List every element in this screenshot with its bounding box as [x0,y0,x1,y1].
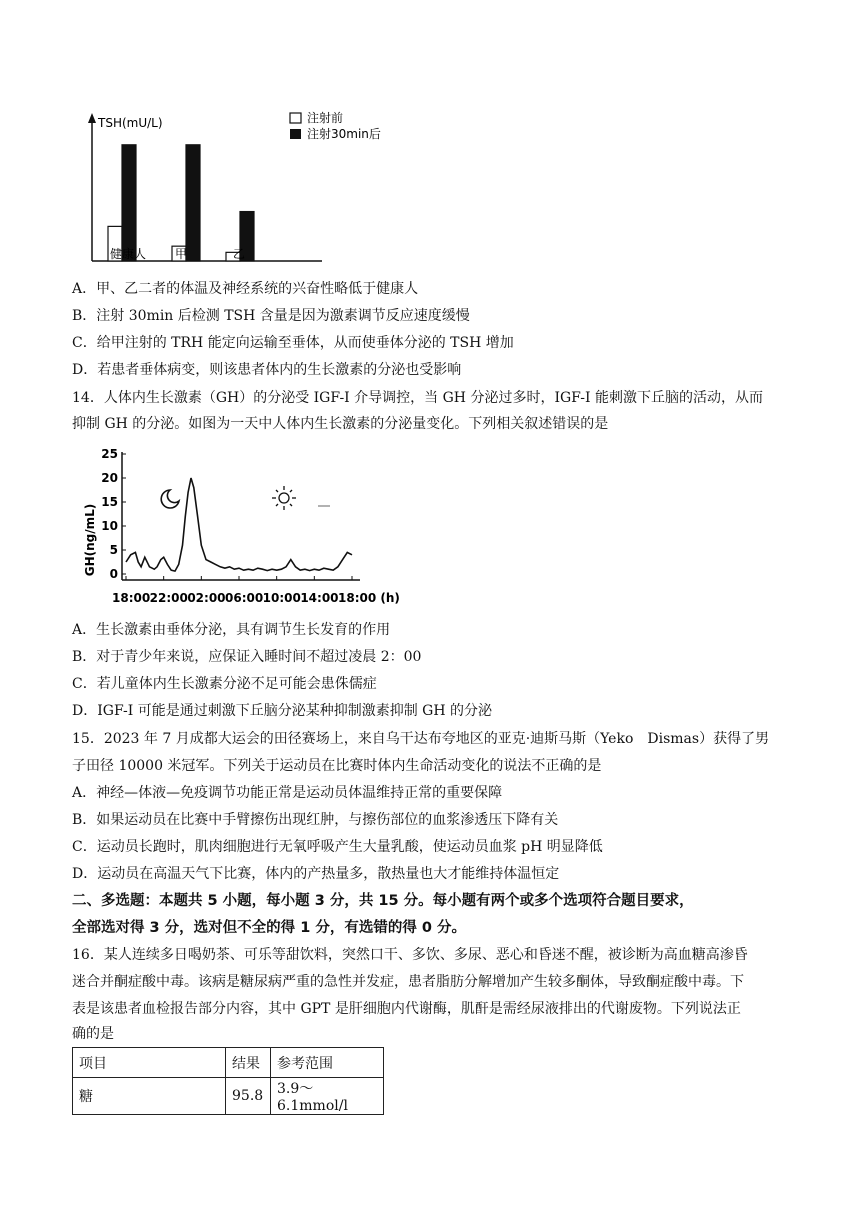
q15-option-a: A．神经—体液—免疫调节功能正常是运动员体温维持正常的重要保障 [72,785,503,801]
x-tick-label: 02:00 [187,591,226,605]
legend-swatch-before [290,113,301,123]
q13-option-d: D．若患者垂体病变，则该患者体内的生长激素的分泌也受影响 [72,362,462,378]
gh-series-line [126,478,352,571]
q13-option-a: A．甲、乙二者的体温及神经系统的兴奋性略低于健康人 [72,281,419,297]
table-cell: 糖 [73,1078,226,1115]
table-cell: 3.9～6.1mmol/l [271,1078,384,1115]
q14-option-a: A．生长激素由垂体分泌，具有调节生长发育的作用 [72,622,391,638]
q14-option-b: B．对于青少年来说，应保证入睡时间不超过凌晨 2：00 [72,649,422,665]
x-tick-label: 22:00 [149,591,188,605]
q14-stem-line-2: 抑制 GH 的分泌。如图为一天中人体内生长激素的分泌量变化。下列相关叙述错误的是 [72,416,609,432]
q15-stem-line-1: 15．2023 年 7 月成都大运会的田径赛场上，来自乌干达布夸地区的亚克·迪斯马斯（Yeko Dismas）获得了男 [72,731,770,747]
table-row [73,1078,384,1115]
bar-after-0 [122,145,136,261]
moon-icon [161,490,179,508]
table-header-cell: 结果 [226,1048,271,1078]
q14-stem-line-1: 14．人体内生长激素（GH）的分泌受 IGF-I 介导调控，当 GH 分泌过多时，IGF-I 能刺激下丘脑的活动，从而 [72,390,763,406]
tsh-bar-chart [70,105,470,275]
q14-option-d: D．IGF-I 可能是通过刺激下丘脑分泌某种抑制激素抑制 GH 的分泌 [72,703,493,719]
category-label-yi: 乙 [233,247,246,261]
table-header-cell: 参考范围 [271,1048,384,1078]
q16-stem-line-2: 迷合并酮症酸中毒。该病是糖尿病严重的急性并发症，患者脂肪分解增加产生较多酮体，导致酮症酸中毒。下 [72,974,744,990]
category-label-healthy: 健康人 [110,247,147,261]
q16-stem-line-3: 表是该患者血检报告部分内容，其中 GPT 是肝细胞内代谢酶，肌酐是需经尿液排出的代谢废物。下列说法正 [72,1001,741,1017]
q15-option-d: D．运动员在高温天气下比赛，体内的产热量多，散热量也大才能维持体温恒定 [72,866,560,882]
section2-heading-line-1: 二、多选题：本题共 5 小题，每小题 3 分，共 15 分。每小题有两个或多个选项符合题目要求， [72,893,694,909]
x-tick-label: 14:00 [300,591,339,605]
q15-option-b: B．如果运动员在比赛中手臂擦伤出现红肿，与擦伤部位的血浆渗透压下降有关 [72,812,559,828]
gh-line-chart [78,440,408,615]
q14-option-c: C．若儿童体内生长激素分泌不足可能会患侏儒症 [72,676,377,692]
table-header-cell: 项目 [73,1048,226,1078]
q16-stem-line-4: 确的是 [72,1026,114,1042]
y-tick-label: 0 [109,567,118,581]
q13-option-b: B．注射 30min 后检测 TSH 含量是因为激素调节反应速度缓慢 [72,308,470,324]
y-tick-label: 5 [109,543,118,557]
q16-stem-line-1: 16．某人连续多日喝奶茶、可乐等甜饮料，突然口干、多饮、多尿、恶心和昏迷不醒，被诊断为高血糖高渗昏 [72,947,748,963]
table-header-row [73,1048,384,1078]
section2-heading-line-2: 全部选对得 3 分，选对但不全的得 1 分，有选错的得 0 分。 [72,920,467,936]
y-axis-label: TSH(mU/L) [98,116,163,130]
x-tick-label: 10:00 [262,591,301,605]
y-tick-label: 20 [101,471,118,485]
category-label-jia: 甲 [175,247,188,261]
table-cell: 95.8 [226,1078,271,1115]
y-tick-label: 15 [101,495,118,509]
x-tick-label: 18:00 (h) [338,591,400,605]
legend-swatch-after [290,129,301,139]
blood-test-table [72,1047,384,1115]
q15-stem-line-2: 子田径 10000 米冠军。下列关于运动员在比赛时体内生命活动变化的说法不正确的是 [72,758,602,774]
x-tick-label: 06:00 [225,591,264,605]
bar-after-1 [186,145,200,261]
y-axis-arrow [88,113,96,123]
y-tick-label: 10 [101,519,118,533]
x-tick-label: 18:00 [112,591,151,605]
legend-label-before: 注射前 [307,111,344,125]
sun-icon [272,486,296,510]
legend-label-after: 注射30min后 [307,127,381,141]
y-axis-label: GH(ng/mL) [83,503,97,577]
q13-option-c: C．给甲注射的 TRH 能定向运输至垂体，从而使垂体分泌的 TSH 增加 [72,335,514,351]
y-tick-label: 25 [101,447,118,461]
q15-option-c: C．运动员长跑时，肌肉细胞进行无氧呼吸产生大量乳酸，使运动员血浆 pH 明显降低 [72,839,603,855]
